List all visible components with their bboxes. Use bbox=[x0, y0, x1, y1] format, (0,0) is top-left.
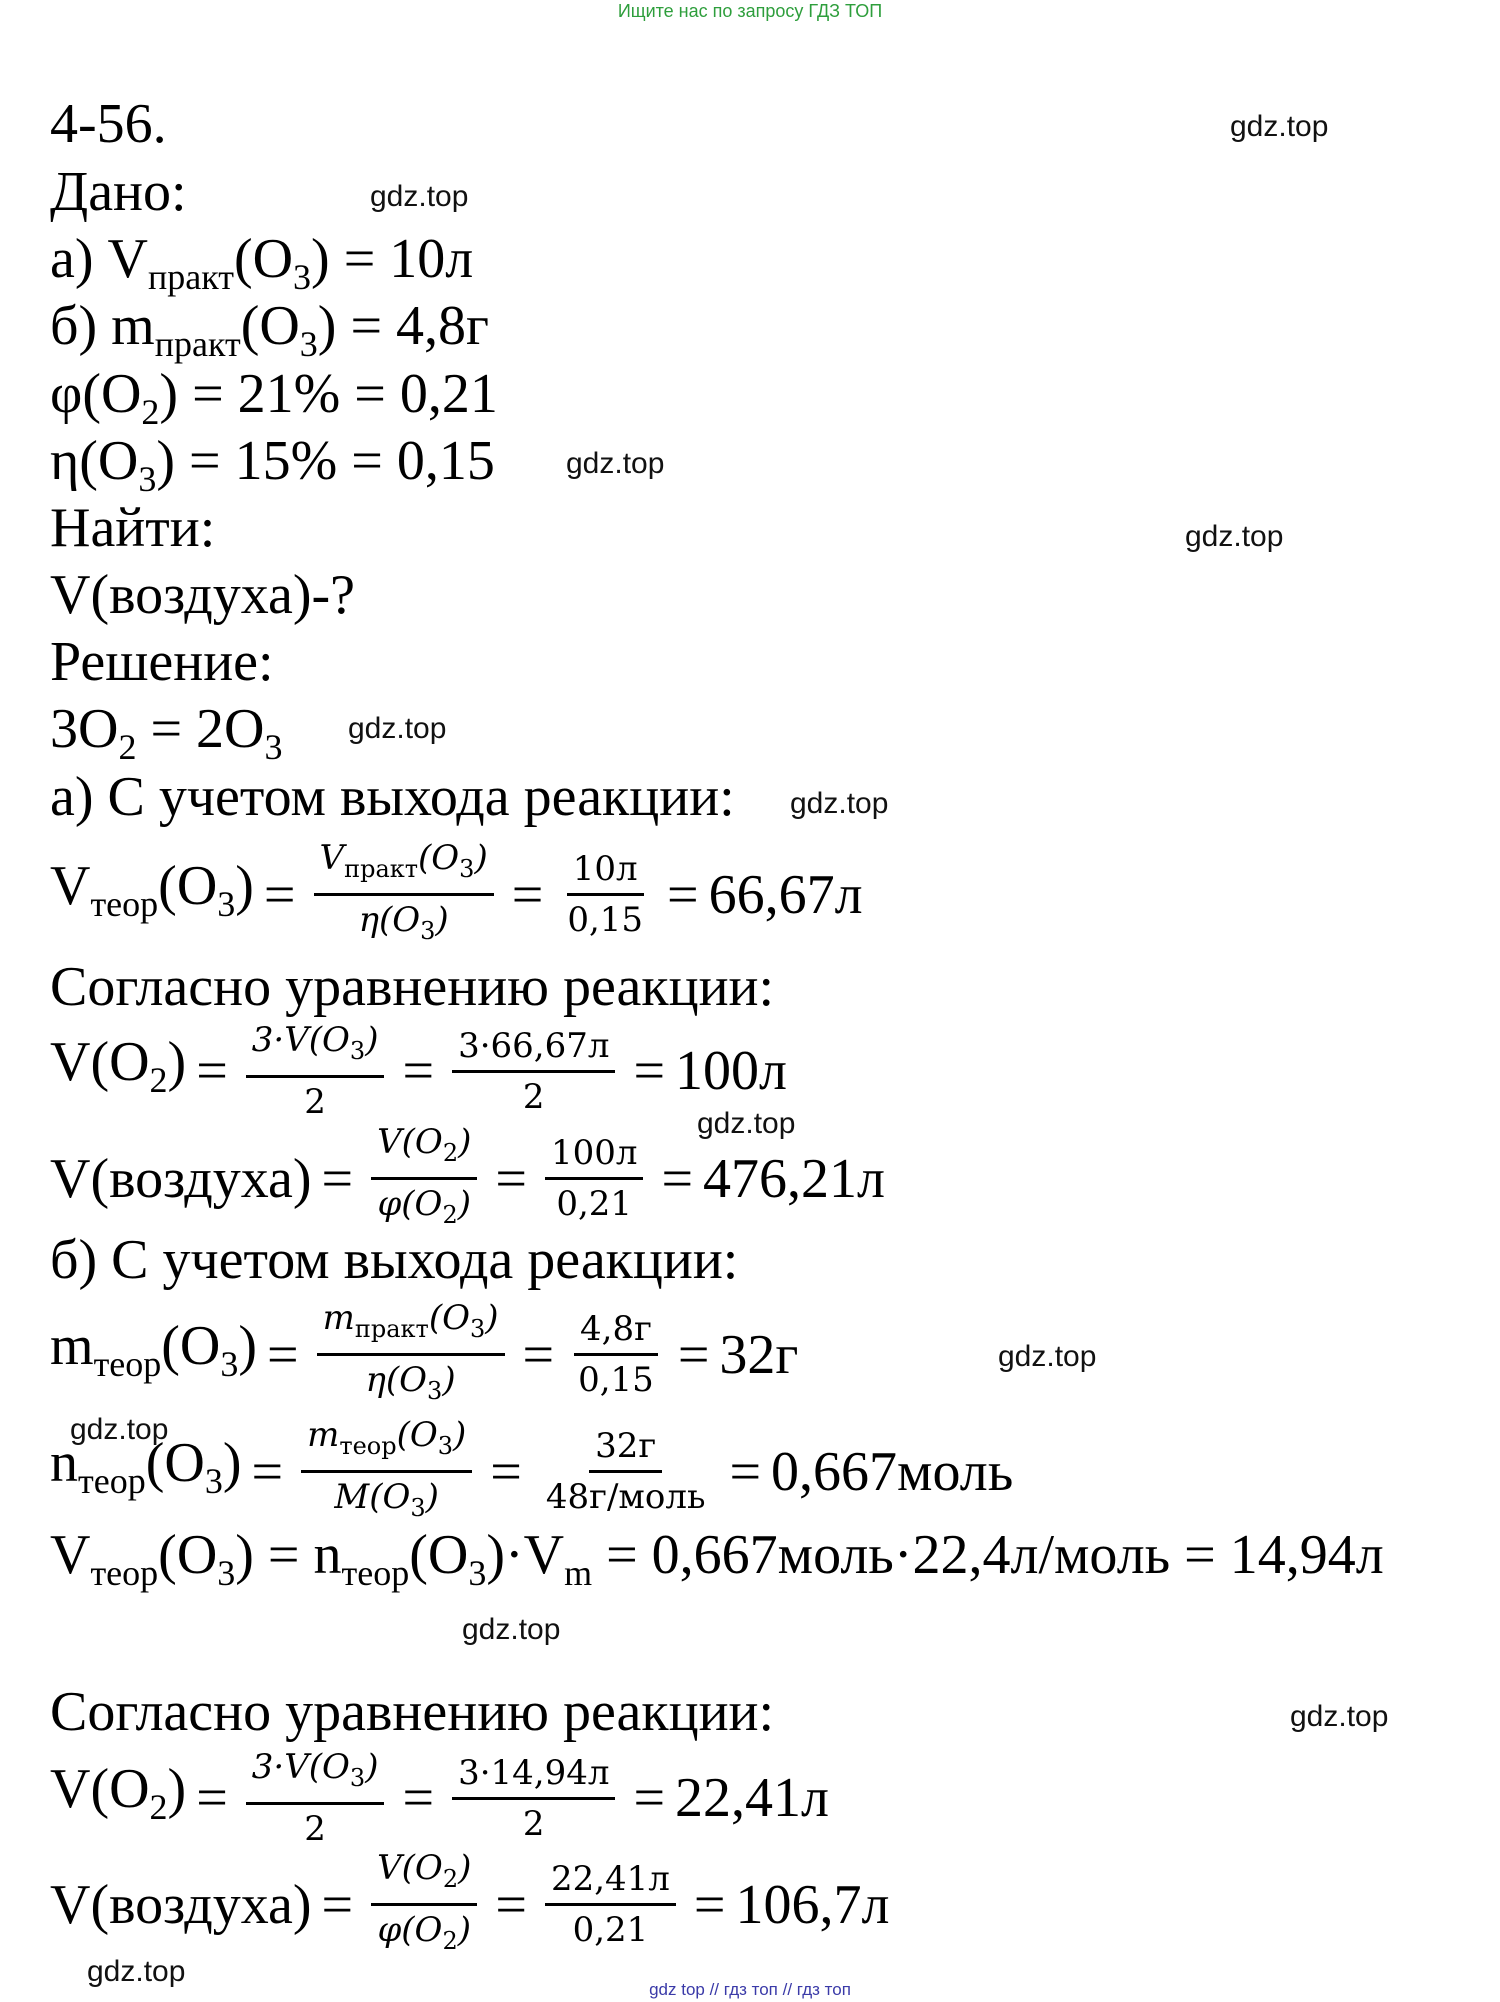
watermark: gdz.top bbox=[87, 1955, 186, 1988]
equation-v-o2-b: $V(O_2)$ = $\frac{3\cdot V(O_3)}{2}$ = $\frac{3\cdot 14,94л}{2}$ = 22,41л bbox=[50, 1747, 829, 1849]
fraction: $\frac{10л}{0,15}$ bbox=[567, 849, 644, 940]
watermark: gdz.top bbox=[70, 1413, 169, 1446]
watermark: gdz.top bbox=[697, 1107, 796, 1140]
watermark: gdz.top bbox=[370, 180, 469, 213]
eq-result: 106,7л bbox=[735, 1873, 890, 1936]
fraction: $\frac{m_{теор}(O_3)}{M(O_3)}$ bbox=[301, 1415, 472, 1528]
given-title: Дано: bbox=[50, 161, 187, 223]
fraction: $\frac{22,41л}{0,21}$ bbox=[545, 1859, 676, 1950]
eq-result: 66,67л bbox=[708, 863, 863, 926]
fraction: $\frac{V_{практ}(O_3)}{\eta(O_3)}$ bbox=[314, 838, 494, 951]
footer-links: gdz top // гдз топ // гдз топ bbox=[649, 1980, 851, 1999]
watermark: gdz.top bbox=[790, 787, 889, 820]
watermark: gdz.top bbox=[566, 447, 665, 480]
given-phi: $\varphi(O_2) = 21\% = 0,21$ bbox=[50, 363, 498, 432]
part-a-title: а) С учетом выхода реакции: bbox=[50, 766, 735, 828]
fraction: $\frac{m_{практ}(O_3)}{\eta(O_3)}$ bbox=[317, 1298, 505, 1411]
fraction: $\frac{3\cdot V(O_3)}{2}$ bbox=[246, 1020, 385, 1122]
equation-v-theor-b: $V_{теор}(O_3) = n_{теор}(O_3)\cdot V_m$ = 0,667моль·22,4л/моль = 14,94л bbox=[50, 1524, 1384, 1593]
fraction: $\frac{3\cdot 66,67л}{2}$ bbox=[452, 1026, 615, 1117]
eq-lhs: $V_{теор}(O_3)$ bbox=[50, 854, 254, 924]
watermark: gdz.top bbox=[1185, 520, 1284, 553]
equation-m-theor-b: $m_{теор}(O_3)$ = $\frac{m_{практ}(O_3)}{\eta(O_3)}$ = $\frac{4,8г}{0,15}$ = 32г bbox=[50, 1298, 798, 1411]
equation-v-air-a: V(воздуха) = $\frac{V(O_2)}{\varphi(O_2)}$ = $\frac{100л}{0,21}$ = 476,21л bbox=[50, 1122, 885, 1235]
according-title: Согласно уравнению реакции: bbox=[50, 956, 775, 1018]
fraction: $\frac{3\cdot V(O_3)}{2}$ bbox=[246, 1747, 385, 1849]
eq-result: 100л bbox=[675, 1040, 787, 1102]
problem-number: 4-56. bbox=[50, 93, 167, 155]
equation-n-theor-b: $n_{теор}(O_3)$ = $\frac{m_{теор}(O_3)}{M(O_3)}$ = $\frac{32г}{\text{48г/моль}}$ = 0,667моль bbox=[50, 1415, 1013, 1528]
fraction: $\frac{3\cdot 14,94л}{2}$ bbox=[452, 1753, 615, 1844]
given-a: а) $V_{практ}(O_3) = 10л$ bbox=[50, 228, 474, 297]
fraction: $\frac{V(O_2)}{\varphi(O_2)}$ bbox=[371, 1848, 477, 1961]
eq-result: 476,21л bbox=[703, 1147, 885, 1210]
fraction: $\frac{100л}{0,21}$ bbox=[545, 1133, 644, 1224]
find-value: V(воздуха)-? bbox=[50, 564, 356, 626]
find-title: Найти: bbox=[50, 497, 216, 559]
eq-result: 22,41л bbox=[675, 1767, 829, 1829]
eq-result: 0,667моль bbox=[771, 1440, 1014, 1503]
equation-v-theor-a: $V_{теор}(O_3)$ = $\frac{V_{практ}(O_3)}{\eta(O_3)}$ = $\frac{10л}{0,15}$ = 66,67л bbox=[50, 838, 863, 951]
watermark: gdz.top bbox=[1290, 1700, 1389, 1733]
eq-result: 32г bbox=[719, 1323, 799, 1386]
equation-v-air-b: V(воздуха) = $\frac{V(O_2)}{\varphi(O_2)}$ = $\frac{22,41л}{0,21}$ = 106,7л bbox=[50, 1848, 889, 1961]
watermark: gdz.top bbox=[998, 1340, 1097, 1373]
solution-title: Решение: bbox=[50, 631, 274, 693]
equation-v-o2-a: $V(O_2)$ = $\frac{3\cdot V(O_3)}{2}$ = $\frac{3\cdot 66,67л}{2}$ = 100л bbox=[50, 1020, 787, 1122]
watermark: gdz.top bbox=[1230, 110, 1329, 143]
given-b: б) $m_{практ}(O_3) = 4,8г$ bbox=[50, 295, 489, 364]
fraction: $\frac{V(O_2)}{\varphi(O_2)}$ bbox=[371, 1122, 477, 1235]
fraction: $\frac{4,8г}{0,15}$ bbox=[572, 1309, 660, 1400]
watermark: gdz.top bbox=[348, 712, 447, 745]
fraction: $\frac{32г}{\text{48г/моль}}$ bbox=[545, 1426, 706, 1517]
reaction-equation: $3O_2 = 2O_3$ bbox=[50, 698, 283, 767]
part-b-title: б) С учетом выхода реакции: bbox=[50, 1229, 739, 1291]
according-title: Согласно уравнению реакции: bbox=[50, 1681, 775, 1743]
top-banner: Ищите нас по запросу ГДЗ ТОП bbox=[617, 1, 883, 21]
given-eta: $\eta(O_3) = 15\% = 0,15$ bbox=[50, 430, 495, 499]
watermark: gdz.top bbox=[462, 1613, 561, 1646]
